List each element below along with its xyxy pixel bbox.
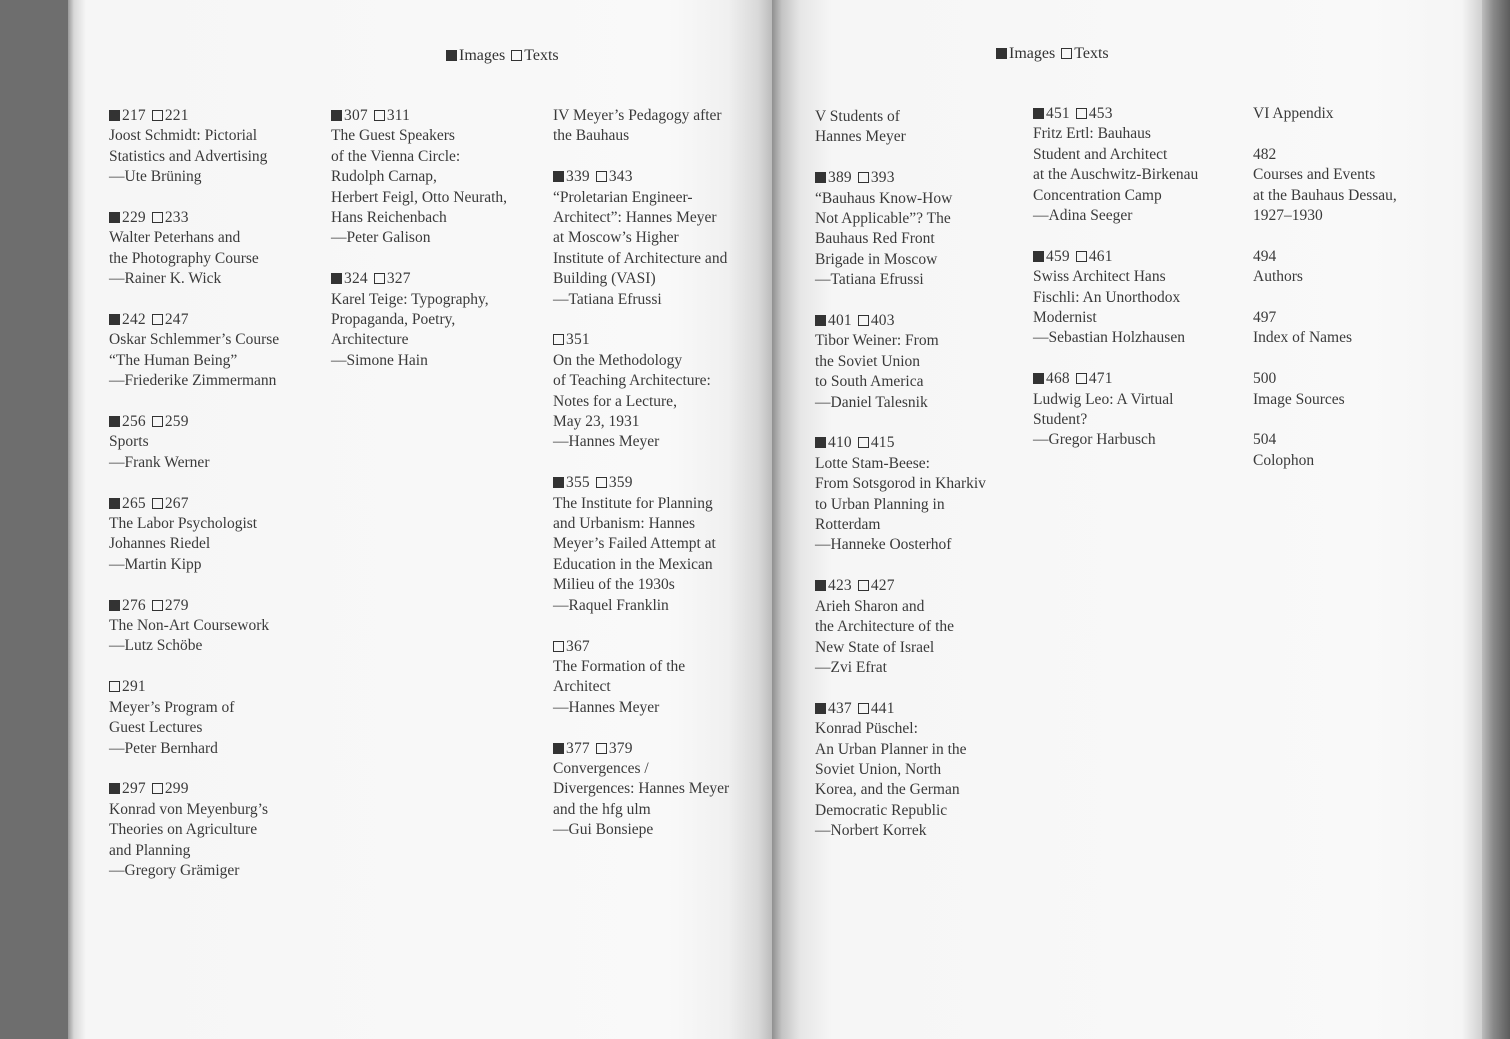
toc-line: and Planning — [109, 841, 191, 859]
image-page-number: 377 — [566, 739, 590, 757]
open-square-icon — [858, 437, 869, 448]
toc-entry — [1253, 247, 1482, 288]
toc-line: Milieu of the 1930s — [553, 576, 675, 594]
toc-line: Konrad Püschel: — [815, 720, 918, 738]
toc-entry — [1253, 369, 1482, 410]
page-refs — [109, 596, 339, 616]
toc-line: Fischli: An Unorthodox — [1033, 288, 1181, 306]
toc-line: —Raquel Franklin — [553, 596, 669, 614]
toc-line: Not Applicable”? The — [815, 210, 951, 228]
toc-line: —Simone Hain — [331, 351, 428, 369]
toc-line: Image Sources — [1253, 390, 1345, 408]
page-refs — [109, 412, 339, 432]
toc-line: of Teaching Architecture: — [553, 372, 711, 390]
toc-line: at Moscow’s Higher — [553, 229, 679, 247]
image-page-number: 339 — [566, 168, 590, 186]
open-square-icon — [858, 172, 869, 183]
toc-entry — [109, 677, 339, 759]
toc-line: —Daniel Talesnik — [815, 393, 928, 411]
filled-square-icon — [1033, 251, 1044, 262]
toc-line: “Bauhaus Know-How — [815, 189, 953, 207]
toc-line: New State of Israel — [815, 638, 935, 656]
filled-square-icon — [109, 314, 120, 325]
toc-line: Meyer’s Failed Attempt at — [553, 535, 716, 553]
toc-line: —Hanneke Oosterhof — [815, 536, 952, 554]
toc-line: —Peter Galison — [331, 229, 431, 247]
toc-line: —Hannes Meyer — [553, 433, 660, 451]
toc-line: Herbert Feigl, Otto Neurath, — [331, 188, 508, 206]
toc-line: —Gregory Grämiger — [109, 861, 240, 879]
toc-line: Johannes Riedel — [109, 535, 211, 553]
toc-line: Rudolph Carnap, — [331, 168, 437, 186]
toc-line: —Zvi Efrat — [815, 658, 887, 676]
text-page-number: 367 — [566, 637, 590, 655]
toc-line: —Hannes Meyer — [553, 698, 660, 716]
toc-line: Rotterdam — [815, 516, 881, 534]
toc-line: —Norbert Korrek — [815, 822, 927, 840]
toc-line: 1927–1930 — [1253, 207, 1323, 225]
toc-line: Divergences: Hannes Meyer — [553, 780, 730, 798]
left-page — [68, 0, 772, 1039]
toc-entry — [1033, 369, 1263, 451]
open-square-icon — [1076, 108, 1087, 119]
open-square-icon — [1076, 251, 1087, 262]
right-page — [772, 0, 1482, 1039]
filled-square-icon — [109, 783, 120, 794]
toc-line: Student? — [1033, 411, 1088, 429]
toc-entry — [553, 473, 772, 616]
open-square-icon — [553, 334, 564, 345]
page-refs — [109, 494, 339, 514]
text-page-number: 453 — [1088, 105, 1113, 122]
text-page-number: 393 — [870, 169, 895, 187]
toc-entry — [1253, 430, 1482, 471]
toc-entry — [815, 433, 1045, 555]
image-page-number: 217 — [122, 107, 146, 124]
toc-line: Brigade in Moscow — [815, 250, 938, 268]
image-page-number: 410 — [828, 434, 852, 452]
toc-line: The Guest Speakers — [331, 127, 455, 145]
open-square-icon — [511, 50, 522, 61]
toc-line: The Institute for Planning — [553, 494, 713, 512]
toc-line: —Friederike Zimmermann — [109, 372, 277, 390]
toc-column — [109, 106, 339, 902]
toc-line: The Non-Art Coursework — [109, 617, 270, 635]
text-page-number: 259 — [164, 413, 189, 431]
toc-entry — [815, 311, 1045, 413]
filled-square-icon — [996, 48, 1007, 59]
toc-line: Propaganda, Poetry, — [331, 311, 456, 329]
open-square-icon — [152, 314, 163, 325]
toc-line: —Tatiana Efrussi — [815, 271, 924, 289]
toc-line: —Ute Brüning — [109, 168, 202, 186]
filled-square-icon — [1033, 373, 1044, 384]
toc-line: 504 — [1253, 431, 1277, 449]
toc-line: Convergences / — [553, 759, 649, 777]
open-square-icon — [374, 273, 385, 284]
toc-line: and Urbanism: Hannes — [553, 515, 696, 533]
toc-line: Modernist — [1033, 309, 1097, 327]
toc-line: The Labor Psychologist — [109, 515, 258, 533]
image-page-number: 265 — [122, 494, 146, 512]
toc-entry — [109, 596, 339, 657]
legend-left: Images Texts — [446, 47, 559, 65]
page-refs — [1033, 104, 1263, 124]
page-refs — [109, 208, 339, 228]
toc-line: Institute of Architecture and — [553, 249, 728, 267]
page-refs — [109, 779, 339, 799]
toc-line: IV Meyer’s Pedagogy after — [553, 107, 722, 124]
image-page-number: 276 — [122, 596, 146, 614]
text-page-number: 221 — [164, 107, 189, 124]
toc-line: Statistics and Advertising — [109, 147, 268, 165]
open-square-icon — [596, 743, 607, 754]
toc-column — [1033, 104, 1263, 471]
image-page-number: 355 — [566, 474, 590, 492]
toc-entry — [553, 637, 772, 719]
toc-entry — [1033, 104, 1263, 226]
toc-line: of the Vienna Circle: — [331, 147, 461, 165]
toc-line: the Architecture of the — [815, 618, 955, 636]
page-refs — [553, 330, 772, 350]
text-page-number: 359 — [608, 474, 633, 492]
toc-line: Korea, and the German — [815, 781, 960, 799]
text-page-number: 233 — [164, 209, 189, 227]
text-page-number: 311 — [386, 107, 411, 124]
toc-line: VI Appendix — [1253, 105, 1334, 122]
toc-line: Sports — [109, 433, 149, 451]
toc-line: —Gregor Harbusch — [1033, 431, 1156, 449]
image-page-number: 468 — [1046, 370, 1070, 388]
toc-entry — [553, 739, 772, 841]
image-page-number: 459 — [1046, 247, 1070, 265]
filled-square-icon — [815, 703, 826, 714]
toc-line: Theories on Agriculture — [109, 821, 258, 839]
toc-line: —Frank Werner — [109, 453, 210, 471]
page-refs — [553, 473, 772, 493]
filled-square-icon — [815, 315, 826, 326]
toc-entry — [815, 107, 1045, 148]
toc-line: Colophon — [1253, 451, 1315, 469]
open-square-icon — [152, 110, 163, 121]
toc-entry — [331, 269, 561, 371]
toc-column — [1253, 104, 1482, 492]
filled-square-icon — [109, 600, 120, 611]
filled-square-icon — [815, 437, 826, 448]
page-refs — [109, 310, 339, 330]
toc-entry — [331, 106, 561, 249]
filled-square-icon — [815, 172, 826, 183]
toc-line: Notes for a Lecture, — [553, 392, 677, 410]
filled-square-icon — [553, 171, 564, 182]
filled-square-icon — [553, 743, 564, 754]
text-page-number: 461 — [1088, 247, 1113, 265]
toc-line: at the Auschwitz-Birkenau — [1033, 166, 1199, 184]
text-page-number: 403 — [870, 312, 895, 330]
image-page-number: 256 — [122, 413, 146, 431]
toc-line: Arieh Sharon and — [815, 597, 925, 615]
toc-line: —Tatiana Efrussi — [553, 290, 662, 308]
text-page-number: 327 — [386, 270, 411, 288]
toc-line: Walter Peterhans and — [109, 229, 241, 247]
toc-line: Index of Names — [1253, 329, 1352, 347]
toc-line: Courses and Events — [1253, 166, 1376, 184]
open-square-icon — [553, 641, 564, 652]
toc-line: —Sebastian Holzhausen — [1033, 329, 1185, 347]
toc-line: —Peter Bernhard — [109, 739, 218, 757]
page-refs — [331, 106, 561, 126]
toc-line: An Urban Planner in the — [815, 740, 967, 758]
toc-entry — [109, 412, 339, 473]
toc-line: Lotte Stam-Beese: — [815, 454, 930, 472]
toc-line: Swiss Architect Hans — [1033, 268, 1166, 286]
open-square-icon — [152, 212, 163, 223]
text-page-number: 415 — [870, 434, 895, 452]
filled-square-icon — [109, 498, 120, 509]
toc-column — [815, 107, 1045, 862]
toc-line: The Formation of the — [553, 657, 686, 675]
toc-entry — [553, 106, 772, 147]
page-refs — [553, 739, 772, 759]
toc-line: —Gui Bonsiepe — [553, 821, 654, 839]
toc-line: Ludwig Leo: A Virtual — [1033, 390, 1174, 408]
text-page-number: 247 — [164, 311, 189, 329]
toc-line: 482 — [1253, 145, 1277, 163]
page-refs — [1033, 369, 1263, 389]
open-square-icon — [858, 580, 869, 591]
toc-line: Joost Schmidt: Pictorial — [109, 127, 258, 145]
page-refs — [553, 637, 772, 657]
toc-entry — [109, 310, 339, 392]
toc-entry — [815, 576, 1045, 678]
toc-entry — [815, 168, 1045, 290]
toc-line: Karel Teige: Typography, — [331, 290, 489, 308]
toc-line: V Students of — [815, 108, 900, 125]
text-page-number: 279 — [164, 596, 189, 614]
toc-entry — [1253, 145, 1482, 227]
toc-line: 494 — [1253, 247, 1277, 265]
image-page-number: 242 — [122, 311, 146, 329]
text-page-number: 471 — [1088, 370, 1113, 388]
page-refs — [1033, 247, 1263, 267]
toc-line: Meyer’s Program of — [109, 698, 235, 716]
toc-line: Architecture — [331, 331, 409, 349]
toc-line: to Urban Planning in — [815, 495, 945, 513]
filled-square-icon — [815, 580, 826, 591]
toc-entry — [1253, 308, 1482, 349]
toc-line: Concentration Camp — [1033, 186, 1162, 204]
image-page-number: 307 — [344, 107, 368, 124]
toc-line: 497 — [1253, 309, 1277, 327]
toc-line: “Proletarian Engineer- — [553, 188, 693, 206]
toc-entry — [553, 167, 772, 310]
image-page-number: 229 — [122, 209, 146, 227]
toc-line: —Lutz Schöbe — [109, 637, 203, 655]
toc-line: Soviet Union, North — [815, 760, 942, 778]
filled-square-icon — [109, 110, 120, 121]
toc-line: Konrad von Meyenburg’s — [109, 800, 268, 818]
toc-entry — [815, 699, 1045, 842]
page-refs — [815, 168, 1045, 188]
text-page-number: 427 — [870, 577, 895, 595]
toc-line: Hans Reichenbach — [331, 209, 447, 227]
toc-line: “The Human Being” — [109, 351, 238, 369]
toc-line: the Soviet Union — [815, 352, 921, 370]
text-page-number: 267 — [164, 494, 189, 512]
open-square-icon — [596, 171, 607, 182]
toc-line: Oskar Schlemmer’s Course — [109, 331, 280, 349]
filled-square-icon — [109, 212, 120, 223]
toc-line: Building (VASI) — [553, 270, 656, 288]
filled-square-icon — [553, 477, 564, 488]
toc-entry — [109, 106, 339, 188]
open-square-icon — [109, 681, 120, 692]
open-square-icon — [858, 703, 869, 714]
book-edge — [1482, 0, 1510, 1039]
open-square-icon — [1076, 373, 1087, 384]
text-page-number: 441 — [870, 699, 895, 717]
toc-line: Tibor Weiner: From — [815, 332, 939, 350]
open-square-icon — [858, 315, 869, 326]
toc-line: Guest Lectures — [109, 719, 203, 737]
toc-entry — [109, 779, 339, 881]
open-square-icon — [152, 498, 163, 509]
filled-square-icon — [331, 110, 342, 121]
page-refs — [553, 167, 772, 187]
text-page-number: 291 — [122, 678, 146, 696]
text-page-number: 379 — [608, 739, 633, 757]
image-page-number: 451 — [1046, 105, 1070, 122]
page-refs — [331, 269, 561, 289]
toc-entry — [553, 330, 772, 452]
toc-line: Hannes Meyer — [815, 128, 906, 146]
toc-line: Education in the Mexican — [553, 555, 713, 573]
toc-line: Student and Architect — [1033, 145, 1168, 163]
toc-line: the Bauhaus — [553, 127, 630, 145]
filled-square-icon — [331, 273, 342, 284]
image-page-number: 423 — [828, 577, 852, 595]
open-square-icon — [1061, 48, 1072, 59]
toc-line: Architect”: Hannes Meyer — [553, 209, 717, 227]
toc-line: to South America — [815, 373, 924, 391]
filled-square-icon — [1033, 108, 1044, 119]
toc-line: the Photography Course — [109, 249, 259, 267]
toc-entry — [1033, 247, 1263, 349]
toc-line: Bauhaus Red Front — [815, 230, 935, 248]
filled-square-icon — [446, 50, 457, 61]
toc-column — [553, 106, 772, 861]
text-page-number: 343 — [608, 168, 633, 186]
image-page-number: 389 — [828, 169, 852, 187]
page-refs — [109, 677, 339, 697]
open-square-icon — [152, 416, 163, 427]
toc-line: Architect — [553, 678, 611, 696]
page-refs — [815, 699, 1045, 719]
toc-column — [331, 106, 561, 392]
toc-line: Democratic Republic — [815, 801, 948, 819]
toc-line: From Sotsgorod in Kharkiv — [815, 475, 986, 493]
toc-line: and the hfg ulm — [553, 800, 651, 818]
toc-line: —Martin Kipp — [109, 555, 202, 573]
toc-line: Authors — [1253, 268, 1303, 286]
page-refs — [815, 311, 1045, 331]
open-square-icon — [374, 110, 385, 121]
toc-line: —Adina Seeger — [1033, 207, 1133, 225]
toc-entry — [109, 494, 339, 576]
open-square-icon — [596, 477, 607, 488]
filled-square-icon — [109, 416, 120, 427]
page-refs — [109, 106, 339, 126]
toc-line: 500 — [1253, 370, 1277, 388]
legend-right: Images Texts — [996, 45, 1109, 63]
page-refs — [815, 433, 1045, 453]
toc-line: —Rainer K. Wick — [109, 270, 222, 288]
image-page-number: 437 — [828, 699, 852, 717]
toc-line: Fritz Ertl: Bauhaus — [1033, 125, 1151, 143]
page-refs — [815, 576, 1045, 596]
image-page-number: 401 — [828, 312, 852, 330]
toc-line: at the Bauhaus Dessau, — [1253, 186, 1397, 204]
text-page-number: 351 — [566, 331, 590, 349]
text-page-number: 299 — [164, 780, 189, 798]
open-square-icon — [152, 600, 163, 611]
image-page-number: 324 — [344, 270, 368, 288]
toc-line: May 23, 1931 — [553, 413, 640, 431]
open-square-icon — [152, 783, 163, 794]
toc-entry — [109, 208, 339, 290]
toc-entry — [1253, 104, 1482, 124]
toc-line: On the Methodology — [553, 351, 683, 369]
image-page-number: 297 — [122, 780, 146, 798]
